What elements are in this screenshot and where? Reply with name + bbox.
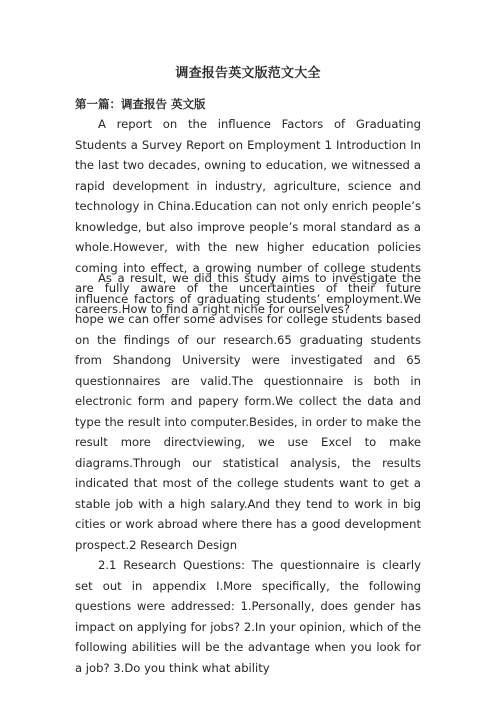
body-paragraph: 2.1 Research Questions: The questionnaire is clearly set out in appendix I.More specifically, the following questions were addressed: 1.Personally, does gender has impact on applying for jobs? 2.In your opinion, which of the following abilities will be the advantage when you look for a job? 3.Do you think what ability	[75, 558, 421, 675]
section-heading: 第一篇：调查报告 英文版	[75, 97, 206, 111]
body-paragraph: A report on the influence Factors of Graduating Students a Survey Report on Employment 1 Introduction In the last two decades, owning to education, we witnessed a rapid development in industry, agriculture, science and technology in China.Education can not only enrich people’s knowledge, but also improve people’s moral standard as a whole.However, with the new higher education policies coming into effect, a growing number of college students are fully aware of the uncertainties of their future careers.How to find a right niche for ourselves?	[75, 117, 421, 316]
document-title: 调查报告英文版范文大全	[175, 66, 321, 81]
body-paragraph: As a result, we did this study aims to investigate the influence factors of graduating students’ employment.We hope we can offer some advises for college students based on the findings of our research.65 graduating students from Shandong University were investigated and 65 questionnaires are valid.The questionnaire is both in electronic form and papery form.We collect the data and type the result into computer.Besides, in order to make the result more directviewing, we use Excel to make diagrams.Through our statistical analysis, the results indicated that most of the college students want to get a stable job with a high salary.And they tend to work in big cities or work abroad where there has a good development prospect.2 Research Design	[75, 271, 421, 552]
